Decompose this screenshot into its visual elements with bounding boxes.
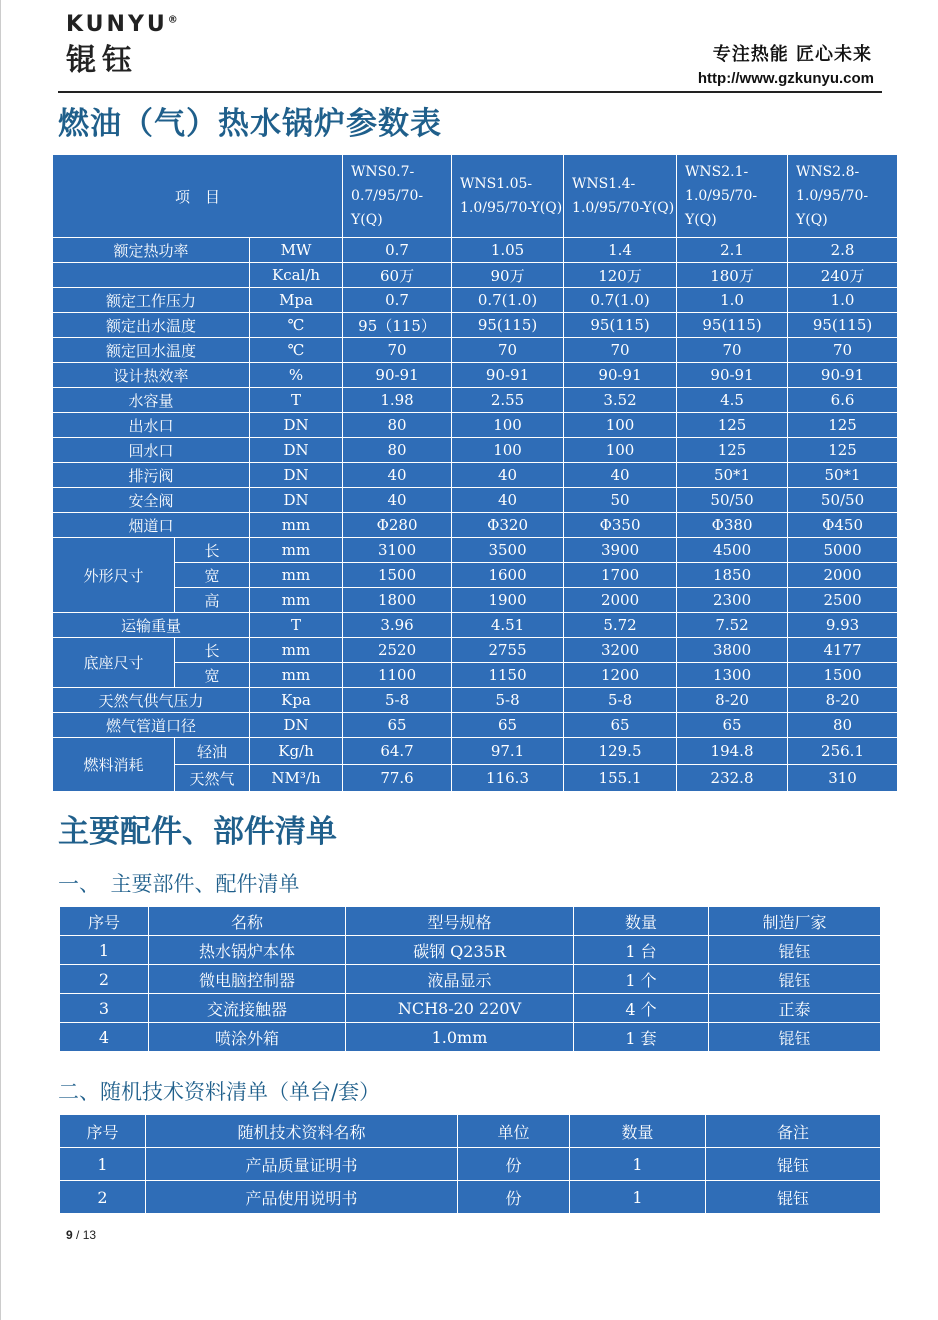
list-cell: 1.0mm bbox=[346, 1023, 574, 1052]
unit-cell: Kpa bbox=[250, 688, 343, 713]
value-cell: 70 bbox=[452, 338, 564, 363]
value-cell: 100 bbox=[564, 438, 677, 463]
list-cell: 产品质量证明书 bbox=[146, 1148, 458, 1181]
value-cell: 5-8 bbox=[564, 688, 677, 713]
list-cell: 液晶显示 bbox=[346, 965, 574, 994]
list-cell: 4 bbox=[60, 1023, 149, 1052]
value-cell: 95(115) bbox=[788, 313, 898, 338]
table-row bbox=[53, 413, 898, 438]
column-header: 名称 bbox=[149, 907, 346, 936]
value-cell: 1.05 bbox=[452, 238, 564, 263]
unit-cell: DN bbox=[250, 413, 343, 438]
value-cell: 8-20 bbox=[788, 688, 898, 713]
list-cell: 锟钰 bbox=[709, 965, 881, 994]
value-cell: 0.7 bbox=[343, 288, 452, 313]
value-cell: 2300 bbox=[677, 588, 788, 613]
value-cell: 1900 bbox=[452, 588, 564, 613]
value-cell: Φ320 bbox=[452, 513, 564, 538]
row-label: 设计热效率 bbox=[53, 363, 250, 388]
slogan: 专注热能 匠心未来 bbox=[712, 44, 872, 65]
list-cell: 1 个 bbox=[574, 965, 709, 994]
value-cell: 180万 bbox=[677, 263, 788, 288]
sub-label: 天然气 bbox=[175, 765, 250, 792]
group-label: 燃料消耗 bbox=[53, 738, 175, 792]
row-label: 燃气管道口径 bbox=[53, 713, 250, 738]
parts-table bbox=[59, 906, 881, 1052]
list-cell: 1 套 bbox=[574, 1023, 709, 1052]
unit-cell: mm bbox=[250, 588, 343, 613]
value-cell: 5000 bbox=[788, 538, 898, 563]
value-cell: 100 bbox=[564, 413, 677, 438]
row-label: 水容量 bbox=[53, 388, 250, 413]
value-cell: 0.7(1.0) bbox=[452, 288, 564, 313]
table-row bbox=[53, 463, 898, 488]
value-cell: 1.0 bbox=[677, 288, 788, 313]
docs-table bbox=[59, 1114, 881, 1214]
value-cell: 90-91 bbox=[677, 363, 788, 388]
value-cell: 3100 bbox=[343, 538, 452, 563]
unit-cell: T bbox=[250, 388, 343, 413]
sub-label: 宽 bbox=[175, 563, 250, 588]
value-cell: 70 bbox=[343, 338, 452, 363]
item-header: 项 目 bbox=[53, 155, 343, 238]
value-cell: 2.8 bbox=[788, 238, 898, 263]
unit-cell: ℃ bbox=[250, 338, 343, 363]
table-row bbox=[53, 738, 898, 765]
value-cell: 4500 bbox=[677, 538, 788, 563]
unit-cell: mm bbox=[250, 513, 343, 538]
value-cell: 4.51 bbox=[452, 613, 564, 638]
list-cell: 4 个 bbox=[574, 994, 709, 1023]
value-cell: 80 bbox=[788, 713, 898, 738]
value-cell: 50/50 bbox=[788, 488, 898, 513]
list-cell: 喷涂外箱 bbox=[149, 1023, 346, 1052]
unit-cell: Mpa bbox=[250, 288, 343, 313]
unit-cell: NM³/h bbox=[250, 765, 343, 792]
value-cell: 1.98 bbox=[343, 388, 452, 413]
table-row bbox=[53, 588, 898, 613]
list-cell: 锟钰 bbox=[706, 1148, 881, 1181]
list-row bbox=[60, 965, 881, 994]
brand-name-cn: 锟钰 bbox=[66, 43, 138, 78]
value-cell: 40 bbox=[343, 463, 452, 488]
website-url[interactable]: http://www.gzkunyu.com bbox=[697, 70, 874, 87]
header-divider bbox=[58, 91, 882, 93]
value-cell: 125 bbox=[788, 413, 898, 438]
parts-heading: 一、 主要部件、配件清单 bbox=[58, 872, 300, 896]
column-header: 数量 bbox=[570, 1115, 706, 1148]
value-cell: 2755 bbox=[452, 638, 564, 663]
table-row bbox=[53, 363, 898, 388]
list-cell: 1 台 bbox=[574, 936, 709, 965]
value-cell: 90-91 bbox=[788, 363, 898, 388]
value-cell: 95(115) bbox=[564, 313, 677, 338]
column-header: 单位 bbox=[458, 1115, 570, 1148]
table-row bbox=[53, 713, 898, 738]
value-cell: 40 bbox=[452, 488, 564, 513]
value-cell: 97.1 bbox=[452, 738, 564, 765]
value-cell: 1850 bbox=[677, 563, 788, 588]
list-cell: 锟钰 bbox=[709, 936, 881, 965]
list-cell: 1 bbox=[570, 1181, 706, 1214]
group-label: 外形尺寸 bbox=[53, 538, 175, 613]
value-cell: 100 bbox=[452, 413, 564, 438]
list-cell: 1 bbox=[60, 936, 149, 965]
sub-label: 长 bbox=[175, 538, 250, 563]
table-row bbox=[53, 563, 898, 588]
table-row bbox=[53, 313, 898, 338]
list-header-row bbox=[60, 1115, 881, 1148]
value-cell: 1.0 bbox=[788, 288, 898, 313]
params-table bbox=[52, 154, 898, 792]
value-cell: 1200 bbox=[564, 663, 677, 688]
column-header: 数量 bbox=[574, 907, 709, 936]
table-row bbox=[53, 238, 898, 263]
column-header: 备注 bbox=[706, 1115, 881, 1148]
list-cell: 产品使用说明书 bbox=[146, 1181, 458, 1214]
value-cell: 2000 bbox=[564, 588, 677, 613]
list-cell: 微电脑控制器 bbox=[149, 965, 346, 994]
group-label: 底座尺寸 bbox=[53, 638, 175, 688]
value-cell: 5-8 bbox=[452, 688, 564, 713]
unit-cell: mm bbox=[250, 663, 343, 688]
value-cell: 0.7(1.0) bbox=[564, 288, 677, 313]
table-row bbox=[53, 613, 898, 638]
table-row bbox=[53, 388, 898, 413]
table-row bbox=[53, 663, 898, 688]
value-cell: 4177 bbox=[788, 638, 898, 663]
list-row bbox=[60, 1181, 881, 1214]
row-label: 额定热功率 bbox=[53, 238, 250, 263]
page-number: 9 / 13 bbox=[66, 1228, 97, 1242]
row-label: 运输重量 bbox=[53, 613, 250, 638]
value-cell: 232.8 bbox=[677, 765, 788, 792]
value-cell: 194.8 bbox=[677, 738, 788, 765]
section2-title: 主要配件、部件清单 bbox=[58, 814, 337, 850]
brand-name-en: KUNYU® bbox=[66, 12, 178, 37]
row-label: 烟道口 bbox=[53, 513, 250, 538]
value-cell: 0.7 bbox=[343, 238, 452, 263]
page-edge bbox=[0, 0, 1, 1320]
table-row bbox=[53, 438, 898, 463]
list-row bbox=[60, 994, 881, 1023]
list-cell: 3 bbox=[60, 994, 149, 1023]
value-cell: 1150 bbox=[452, 663, 564, 688]
value-cell: 50*1 bbox=[788, 463, 898, 488]
value-cell: 9.93 bbox=[788, 613, 898, 638]
value-cell: 95（115） bbox=[343, 313, 452, 338]
value-cell: 155.1 bbox=[564, 765, 677, 792]
table-row bbox=[53, 688, 898, 713]
list-cell: 份 bbox=[458, 1181, 570, 1214]
list-cell: 2 bbox=[60, 1181, 146, 1214]
value-cell: 50*1 bbox=[677, 463, 788, 488]
sub-label: 高 bbox=[175, 588, 250, 613]
value-cell: 90-91 bbox=[564, 363, 677, 388]
unit-cell: Kg/h bbox=[250, 738, 343, 765]
unit-cell: DN bbox=[250, 713, 343, 738]
list-cell: 1 bbox=[570, 1148, 706, 1181]
value-cell: 40 bbox=[452, 463, 564, 488]
value-cell: 2.1 bbox=[677, 238, 788, 263]
value-cell: 3900 bbox=[564, 538, 677, 563]
value-cell: 95(115) bbox=[452, 313, 564, 338]
row-label: 额定回水温度 bbox=[53, 338, 250, 363]
column-header: 制造厂家 bbox=[709, 907, 881, 936]
value-cell: 116.3 bbox=[452, 765, 564, 792]
value-cell: 90-91 bbox=[452, 363, 564, 388]
value-cell: 6.6 bbox=[788, 388, 898, 413]
column-header: 序号 bbox=[60, 907, 149, 936]
value-cell: 1600 bbox=[452, 563, 564, 588]
list-cell: 锟钰 bbox=[706, 1181, 881, 1214]
table-row bbox=[53, 765, 898, 792]
value-cell: 65 bbox=[452, 713, 564, 738]
model-header: WNS1.05-1.0/95/70-Y(Q) bbox=[452, 155, 564, 238]
value-cell: 3.96 bbox=[343, 613, 452, 638]
list-cell: 2 bbox=[60, 965, 149, 994]
value-cell: 1.4 bbox=[564, 238, 677, 263]
unit-cell: DN bbox=[250, 488, 343, 513]
row-label: 出水口 bbox=[53, 413, 250, 438]
value-cell: 1100 bbox=[343, 663, 452, 688]
row-label: 额定出水温度 bbox=[53, 313, 250, 338]
value-cell: 120万 bbox=[564, 263, 677, 288]
value-cell: 1700 bbox=[564, 563, 677, 588]
value-cell: 1800 bbox=[343, 588, 452, 613]
value-cell: 40 bbox=[564, 463, 677, 488]
list-row bbox=[60, 1148, 881, 1181]
list-cell: 正泰 bbox=[709, 994, 881, 1023]
value-cell: 3.52 bbox=[564, 388, 677, 413]
row-label bbox=[53, 263, 250, 288]
list-cell: 碳钢 Q235R bbox=[346, 936, 574, 965]
table-row bbox=[53, 513, 898, 538]
value-cell: 90-91 bbox=[343, 363, 452, 388]
value-cell: 95(115) bbox=[677, 313, 788, 338]
value-cell: 240万 bbox=[788, 263, 898, 288]
value-cell: 2000 bbox=[788, 563, 898, 588]
value-cell: 60万 bbox=[343, 263, 452, 288]
model-header: WNS1.4-1.0/95/70-Y(Q) bbox=[564, 155, 677, 238]
list-cell: 热水锅炉本体 bbox=[149, 936, 346, 965]
value-cell: 100 bbox=[452, 438, 564, 463]
value-cell: 1300 bbox=[677, 663, 788, 688]
value-cell: 2.55 bbox=[452, 388, 564, 413]
value-cell: 64.7 bbox=[343, 738, 452, 765]
value-cell: 70 bbox=[564, 338, 677, 363]
table-row bbox=[53, 638, 898, 663]
list-row bbox=[60, 936, 881, 965]
unit-cell: mm bbox=[250, 563, 343, 588]
table-row bbox=[53, 338, 898, 363]
value-cell: 5-8 bbox=[343, 688, 452, 713]
value-cell: 80 bbox=[343, 438, 452, 463]
sub-label: 宽 bbox=[175, 663, 250, 688]
model-header: WNS2.1-1.0/95/70-Y(Q) bbox=[677, 155, 788, 238]
model-header: WNS0.7-0.7/95/70-Y(Q) bbox=[343, 155, 452, 238]
list-header-row bbox=[60, 907, 881, 936]
unit-cell: DN bbox=[250, 438, 343, 463]
table-row bbox=[53, 488, 898, 513]
column-header: 随机技术资料名称 bbox=[146, 1115, 458, 1148]
unit-cell: mm bbox=[250, 538, 343, 563]
value-cell: 2520 bbox=[343, 638, 452, 663]
row-label: 额定工作压力 bbox=[53, 288, 250, 313]
unit-cell: Kcal/h bbox=[250, 263, 343, 288]
value-cell: Φ380 bbox=[677, 513, 788, 538]
value-cell: 50 bbox=[564, 488, 677, 513]
value-cell: 90万 bbox=[452, 263, 564, 288]
value-cell: 70 bbox=[788, 338, 898, 363]
value-cell: Φ280 bbox=[343, 513, 452, 538]
value-cell: 3500 bbox=[452, 538, 564, 563]
model-header: WNS2.8-1.0/95/70-Y(Q) bbox=[788, 155, 898, 238]
row-label: 回水口 bbox=[53, 438, 250, 463]
value-cell: 256.1 bbox=[788, 738, 898, 765]
value-cell: 125 bbox=[677, 438, 788, 463]
page-title: 燃油（气）热水锅炉参数表 bbox=[58, 106, 442, 142]
value-cell: 80 bbox=[343, 413, 452, 438]
list-cell: 锟钰 bbox=[709, 1023, 881, 1052]
table-row bbox=[53, 538, 898, 563]
row-label: 安全阀 bbox=[53, 488, 250, 513]
list-cell: 1 bbox=[60, 1148, 146, 1181]
value-cell: 8-20 bbox=[677, 688, 788, 713]
value-cell: 4.5 bbox=[677, 388, 788, 413]
column-header: 序号 bbox=[60, 1115, 146, 1148]
value-cell: 77.6 bbox=[343, 765, 452, 792]
value-cell: 1500 bbox=[343, 563, 452, 588]
value-cell: 65 bbox=[343, 713, 452, 738]
column-header: 型号规格 bbox=[346, 907, 574, 936]
unit-cell: % bbox=[250, 363, 343, 388]
row-label: 排污阀 bbox=[53, 463, 250, 488]
value-cell: 1500 bbox=[788, 663, 898, 688]
value-cell: 129.5 bbox=[564, 738, 677, 765]
value-cell: 70 bbox=[677, 338, 788, 363]
value-cell: Φ350 bbox=[564, 513, 677, 538]
table-row bbox=[53, 288, 898, 313]
value-cell: Φ450 bbox=[788, 513, 898, 538]
value-cell: 125 bbox=[788, 438, 898, 463]
value-cell: 40 bbox=[343, 488, 452, 513]
value-cell: 3800 bbox=[677, 638, 788, 663]
sub-label: 轻油 bbox=[175, 738, 250, 765]
unit-cell: T bbox=[250, 613, 343, 638]
value-cell: 125 bbox=[677, 413, 788, 438]
table-row bbox=[53, 263, 898, 288]
unit-cell: DN bbox=[250, 463, 343, 488]
list-cell: 交流接触器 bbox=[149, 994, 346, 1023]
value-cell: 2500 bbox=[788, 588, 898, 613]
value-cell: 7.52 bbox=[677, 613, 788, 638]
docs-heading: 二、随机技术资料清单（单台/套） bbox=[58, 1080, 381, 1104]
row-label: 天然气供气压力 bbox=[53, 688, 250, 713]
sub-label: 长 bbox=[175, 638, 250, 663]
value-cell: 3200 bbox=[564, 638, 677, 663]
list-row bbox=[60, 1023, 881, 1052]
brand-logo bbox=[66, 12, 178, 79]
list-cell: 份 bbox=[458, 1148, 570, 1181]
list-cell: NCH8-20 220V bbox=[346, 994, 574, 1023]
unit-cell: ℃ bbox=[250, 313, 343, 338]
value-cell: 50/50 bbox=[677, 488, 788, 513]
table-header-row bbox=[53, 155, 898, 238]
unit-cell: MW bbox=[250, 238, 343, 263]
value-cell: 65 bbox=[564, 713, 677, 738]
unit-cell: mm bbox=[250, 638, 343, 663]
value-cell: 5.72 bbox=[564, 613, 677, 638]
value-cell: 310 bbox=[788, 765, 898, 792]
value-cell: 65 bbox=[677, 713, 788, 738]
